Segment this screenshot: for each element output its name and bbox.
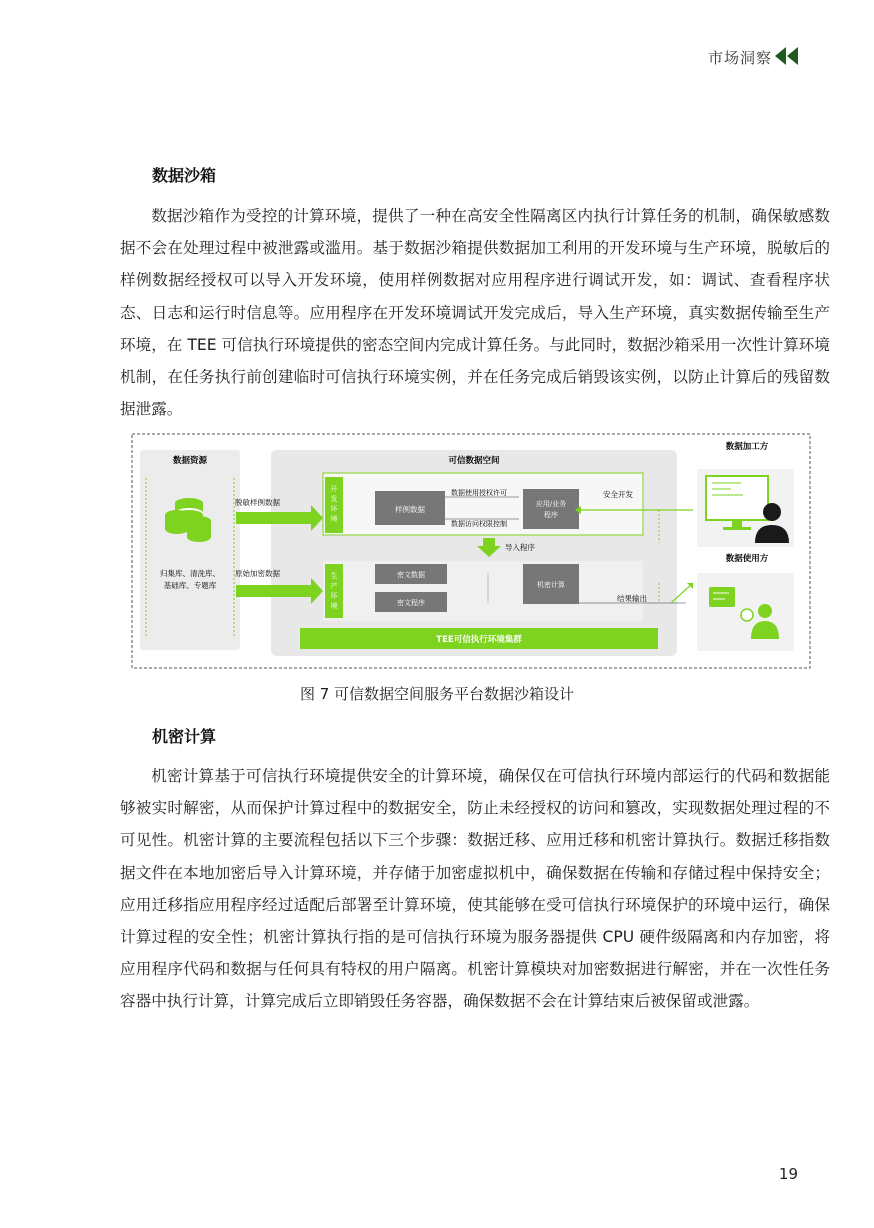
paragraph-sandbox: 数据沙箱作为受控的计算环境，提供了一种在高安全性隔离区内执行计算任务的机制，确保敏感数据不会在处理过程中被泄露或滥用。基于数据沙箱提供数据加工利用的开发环境与生产环境，脱敏后的样例数据经授权可以导入开发环境，使用样例数据对应用程序进行调试开发，如：调试、查看程序状态、日志和运行时信息等。应用程序在开发环境调试开发完成后，导入生产环境，真实数据传输至生产环境，在 TEE 可信执行环境提供的密态空间内完成计算任务。与此同时，数据沙箱采用一次性计算环境机制，在任务执行前创建临时可信执行环境实例，并在任务完成后销毁该实例，以防止计算后的残留数据泄露。 [120, 207, 830, 419]
data-source-caption-1: 归集库、清洗库、 [160, 569, 220, 578]
double-chevron-left-icon [774, 46, 800, 66]
svg-text:生: 生 [330, 572, 338, 580]
svg-text:应用/业务: 应用/业务 [535, 500, 567, 508]
svg-text:TEE可信执行环境集群: TEE可信执行环境集群 [436, 635, 522, 645]
section-title-sandbox: 数据沙箱 [152, 166, 217, 185]
data-source-title: 数据资源 [172, 456, 208, 466]
result-output-label: 结果输出 [617, 594, 647, 603]
user-title: 数据使用方 [725, 554, 769, 564]
svg-text:环: 环 [330, 505, 338, 513]
svg-text:产: 产 [330, 582, 338, 590]
trusted-space-title: 可信数据空间 [448, 456, 500, 466]
data-source-caption-2: 基础库、专题库 [163, 581, 217, 590]
svg-text:样例数据: 样例数据 [395, 505, 425, 514]
data-source-panel [140, 450, 240, 650]
svg-text:发: 发 [330, 495, 338, 503]
processor-title: 数据加工方 [725, 442, 769, 452]
section-title-confidential: 机密计算 [152, 727, 217, 746]
access-control-note: 数据访问权限控制 [451, 520, 507, 528]
app-program-box [523, 489, 579, 529]
secure-dev-label: 安全开发 [603, 490, 633, 499]
figure-caption: 图 7 可信数据空间服务平台数据沙箱设计 [299, 685, 575, 703]
svg-text:开: 开 [330, 485, 338, 493]
authorization-note: 数据使用授权许可 [451, 489, 507, 497]
svg-text:环: 环 [330, 592, 338, 600]
raw-data-label: 原始加密数据 [235, 569, 280, 578]
sandbox-diagram [131, 433, 811, 669]
page-number: 19 [778, 1165, 798, 1183]
svg-text:机密计算: 机密计算 [537, 581, 565, 589]
svg-text:密文程序: 密文程序 [397, 599, 425, 607]
prod-environment-box [323, 561, 643, 621]
header-section-label: 市场洞察 [707, 49, 772, 67]
desensitized-label: 脱敏样例数据 [235, 498, 280, 507]
svg-text:程序: 程序 [544, 511, 558, 519]
svg-text:密文数据: 密文数据 [397, 571, 425, 579]
paragraph-confidential: 机密计算基于可信执行环境提供安全的计算环境，确保仅在可信执行环境内部运行的代码和数据能够被实时解密，从而保护计算过程中的数据安全，防止未经授权的访问和篡改，实现数据处理过程的不可见性。机密计算的主要流程包括以下三个步骤：数据迁移、应用迁移和机密计算执行。数据迁移指数据文件在本地加密后导入计算环境，并存储于加密虚拟机中，确保数据在传输和存储过程中保持安全；应用迁移指应用程序经过适配后部署至计算环境，使其能够在受可信执行环境保护的环境中运行，确保计算过程的安全性；机密计算执行指的是可信执行环境为服务器提供 CPU 硬件级隔离和内存加密，将应用程序代码和数据与任何具有特权的用户隔离。机密计算模块对加密数据进行解密，并在一次性任务容器中执行计算，计算完成后立即销毁任务容器，确保数据不会在计算结束后被保留或泄露。 [120, 767, 830, 1011]
import-program-label: 导入程序 [505, 543, 535, 552]
svg-text:境: 境 [330, 515, 338, 523]
svg-text:境: 境 [330, 602, 338, 610]
